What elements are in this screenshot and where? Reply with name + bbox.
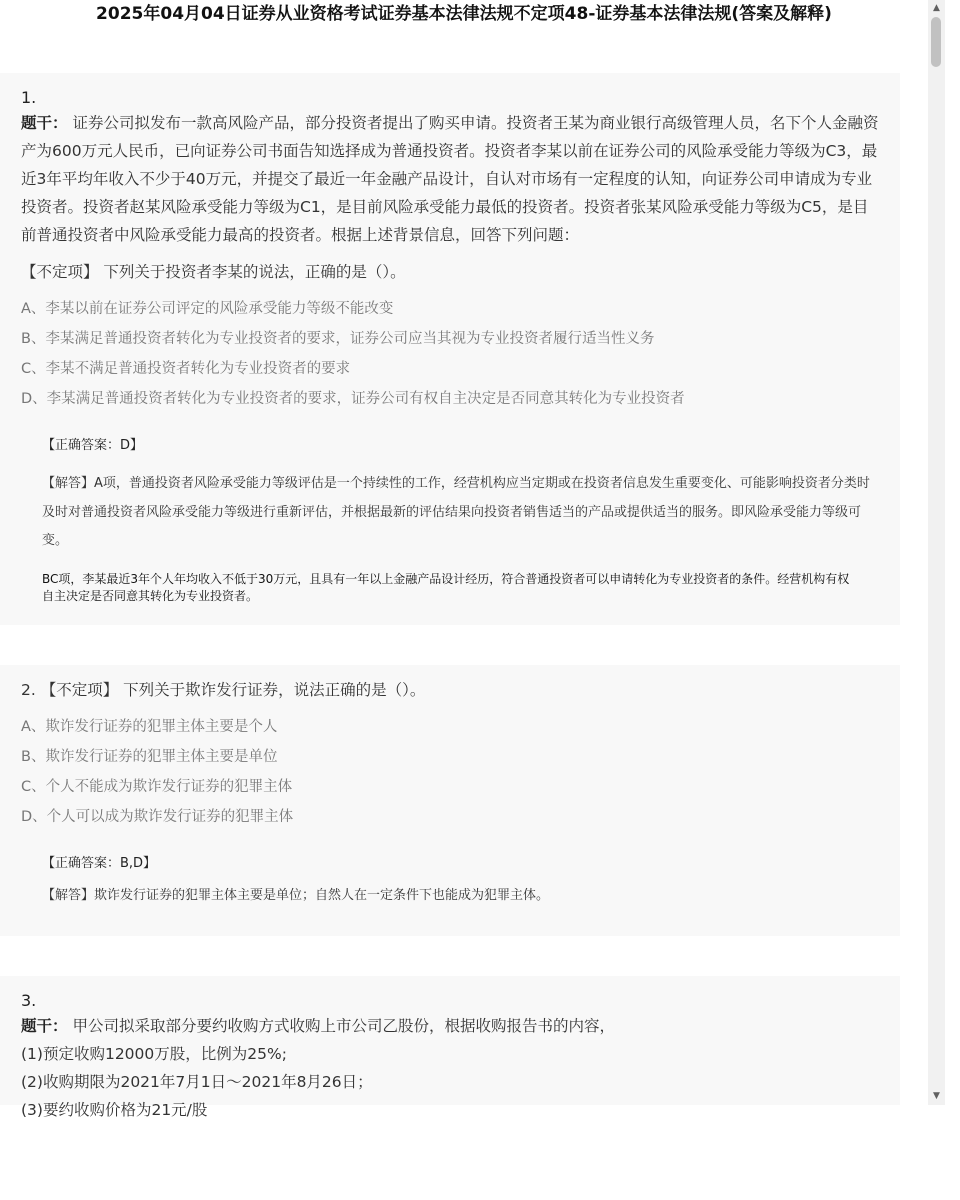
scroll-thumb[interactable] (931, 17, 941, 67)
options-list (21, 294, 880, 414)
vertical-scrollbar[interactable] (928, 0, 945, 1105)
question-number: 3. (21, 991, 37, 1010)
question-card-2 (0, 665, 900, 936)
option-b[interactable]: B、欺诈发行证券的犯罪主体主要是单位 (21, 749, 278, 765)
question-card-1 (0, 73, 900, 625)
answer-explanation: 【解答】欺诈发行证券的犯罪主体主要是单位；自然人在一定条件下也能成为犯罪主体。 (42, 888, 550, 903)
option-a[interactable]: A、李某以前在证券公司评定的风险承受能力等级不能改变 (21, 301, 394, 317)
question-stem (21, 1012, 880, 1040)
stem-line: (2)收购期限为2021年7月1日～2021年8月26日； (21, 1073, 373, 1091)
answer-explanation-bc: BC项，李某最近3年个人年均收入不低于30万元，且具有一年以上金融产品设计经历，符合普通投资者可以申请转化为专业投资者的条件。经营机构有权自主决定是否同意其转化为专业投资者。 (42, 571, 850, 603)
page-title: 2025年04月04日证券从业资格考试证券基本法律法规不定项48-证券基本法律法规(答案及解释) (96, 4, 832, 24)
stem-line: (3)要约收购价格为21元/股 (21, 1101, 208, 1119)
stem-label: 题干： (21, 114, 68, 132)
correct-answer: 【正确答案：D】 (42, 438, 144, 453)
scroll-down-arrow-icon[interactable]: ▼ (933, 1091, 940, 1101)
answer-explanation: 【解答】A项，普通投资者风险承受能力等级评估是一个持续性的工作，经营机构应当定期或在投资者信息发生重要变化、可能影响投资者分类时及时对普通投资者风险承受能力等级进行重新评估，并根据最新的评估结果向投资者销售适当的产品或提供适当的服务。即风险承受能力等级可变。 (42, 476, 870, 548)
question-card-3 (0, 976, 900, 1119)
option-d[interactable]: D、李某满足普通投资者转化为专业投资者的要求，证券公司有权自主决定是否同意其转化为专业投资者 (21, 391, 685, 407)
stem-text: 证券公司拟发布一款高风险产品，部分投资者提出了购买申请。投资者王某为商业银行高级管理人员，名下个人金融资产为600万元人民币，已向证券公司书面告知选择成为普通投资者。投资者李某以前在证券公司的风险承受能力等级为C3，最近3年平均年收入不少于40万元，并提交了最近一年金融产品设计，自认对市场有一定程度的认知，向证券公司申请成为专业投资者。投资者赵某风险承受能力等级为C1，是目前风险承受能力最低的投资者。投资者张某风险承受能力等级为C5，是目前普通投资者中风险承受能力最高的投资者。根据上述背景信息，回答下列问题： (21, 114, 879, 244)
stem-label: 题干： (21, 1017, 68, 1035)
question-number: 2. (21, 681, 36, 699)
question-number: 1. (21, 88, 37, 107)
option-d[interactable]: D、个人可以成为欺诈发行证券的犯罪主体 (21, 809, 294, 825)
question-text: 【不定项】 下列关于欺诈发行证券，说法正确的是（）。 (40, 681, 426, 699)
options-list (21, 712, 880, 832)
option-b[interactable]: B、李某满足普通投资者转化为专业投资者的要求，证券公司应当其视为专业投资者履行适当性义务 (21, 331, 655, 347)
option-c[interactable]: C、个人不能成为欺诈发行证券的犯罪主体 (21, 779, 293, 795)
option-a[interactable]: A、欺诈发行证券的犯罪主体主要是个人 (21, 719, 278, 735)
option-c[interactable]: C、李某不满足普通投资者转化为专业投资者的要求 (21, 361, 351, 377)
correct-answer: 【正确答案：B,D】 (42, 856, 157, 871)
question-header (21, 679, 880, 701)
question-text: 【不定项】 下列关于投资者李某的说法，正确的是（）。 (21, 263, 406, 281)
scroll-up-arrow-icon[interactable]: ▲ (933, 3, 940, 13)
stem-text: 甲公司拟采取部分要约收购方式收购上市公司乙股份，根据收购报告书的内容， (72, 1017, 615, 1035)
question-stem (21, 109, 880, 249)
stem-line: (1)预定收购12000万股，比例为25%; (21, 1045, 287, 1063)
